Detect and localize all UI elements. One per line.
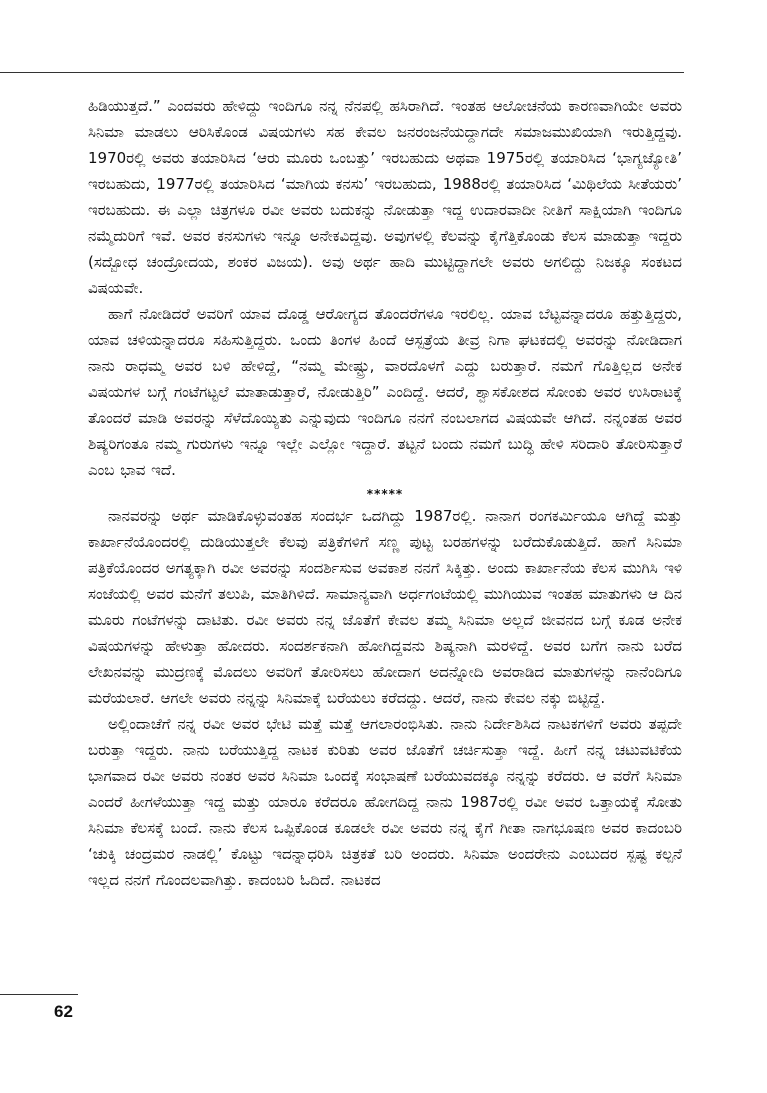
header-rule bbox=[0, 72, 684, 73]
page-body bbox=[88, 93, 682, 893]
section-separator: ***** bbox=[366, 487, 404, 501]
footer-rule bbox=[0, 994, 78, 995]
paragraph-4: ಅಲ್ಲಿಂದಾಚೆಗೆ ನನ್ನ ರವೀ ಅವರ ಭೇಟಿ ಮತ್ತೆ ಮತ್ತೆ ಆಗಲಾರಂಭಿಸಿತು. ನಾನು ನಿರ್ದೇಶಿಸಿದ ನಾಟಕಗಳಿಗೆ ಅವರು ತಪ್ಪದೇ ಬರುತ್ತಾ ಇದ್ದರು. ನಾನು ಬರೆಯುತ್ತಿದ್ದ ನಾಟಕ ಕುರಿತು ಅವರ ಜೊತೆಗೆ ಚರ್ಚಿಸುತ್ತಾ ಇದ್ದೆ. ಹೀಗೆ ನನ್ನ ಚಟುವಟಿಕೆಯ ಭಾಗವಾದ ರವೀ ಅವರು ನಂತರ ಅವರ ಸಿನಿಮಾ ಒಂದಕ್ಕೆ ಸಂಭಾಷಣೆ ಬರೆಯುವದಕ್ಕೂ ನನ್ನನ್ನು ಕರೆದರು. ಆ ವರೆಗೆ ಸಿನಿಮಾ ಎಂದರೆ ಹೀಗಳೆಯುತ್ತಾ ಇದ್ದ ಮತ್ತು ಯಾರೂ ಕರೆದರೂ ಹೋಗದಿದ್ದ ನಾನು 1987ರಲ್ಲಿ ರವೀ ಅವರ ಒತ್ತಾಯಕ್ಕೆ ಸೋತು ಸಿನಿಮಾ ಕೆಲಸಕ್ಕೆ ಬಂದೆ. ನಾನು ಕೆಲಸ ಒಪ್ಪಿಕೊಂಡ ಕೂಡಲೇ ರವೀ ಅವರು ನನ್ನ ಕೈಗೆ ಗೀತಾ ನಾಗಭೂಷಣ ಅವರ ಕಾದಂಬರಿ ‘ಚುಕ್ಕಿ ಚಂದ್ರಮರ ನಾಡಲ್ಲಿ’ ಕೊಟ್ಟು ಇದನ್ನಾಧರಿಸಿ ಚಿತ್ರಕತೆ ಬರಿ ಅಂದರು. ಸಿನಿಮಾ ಅಂದರೇನು ಎಂಬುದರ ಸ್ಪಷ್ಟ ಕಲ್ಪನೆ ಇಲ್ಲದ ನನಗೆ ಗೊಂದಲವಾಗಿತ್ತು. ಕಾದಂಬರಿ ಓದಿದೆ. ನಾಟಕದ bbox=[88, 715, 682, 889]
paragraph-3: ನಾನವರನ್ನು ಅರ್ಥ ಮಾಡಿಕೊಳ್ಳುವಂತಹ ಸಂದರ್ಭ ಒದಗಿದ್ದು 1987ರಲ್ಲಿ. ನಾನಾಗ ರಂಗಕರ್ಮಿಯೂ ಆಗಿದ್ದೆ ಮತ್ತು ಕಾರ್ಖಾನೆಯೊಂದರಲ್ಲಿ ದುಡಿಯುತ್ತಲೇ ಕೆಲವು ಪತ್ರಿಕೆಗಳಿಗೆ ಸಣ್ಣ ಪುಟ್ಟ ಬರಹಗಳನ್ನು ಬರೆದುಕೊಡುತ್ತಿದೆ. ಹಾಗೆ ಸಿನಿಮಾ ಪತ್ರಿಕೆಯೊಂದರ ಅಗತ್ಯಕ್ಕಾಗಿ ರವೀ ಅವರನ್ನು ಸಂದರ್ಶಿಸುವ ಅವಕಾಶ ನನಗೆ ಸಿಕ್ಕಿತ್ತು. ಅಂದು ಕಾರ್ಖಾನೆಯ ಕೆಲಸ ಮುಗಿಸಿ ಇಳಿ ಸಂಜೆಯಲ್ಲಿ ಅವರ ಮನೆಗೆ ತಲುಪಿ, ಮಾತಿಗಿಳಿದೆ. ಸಾಮಾನ್ಯವಾಗಿ ಅರ್ಧಗಂಟೆಯಲ್ಲಿ ಮುಗಿಯುವ ಇಂತಹ ಮಾತುಗಳು ಆ ದಿನ ಮೂರು ಗಂಟೆಗಳನ್ನು ದಾಟಿತು. ರವೀ ಅವರು ನನ್ನ ಜೊತೆಗೆ ಕೇವಲ ತಮ್ಮ ಸಿನಿಮಾ ಅಲ್ಲದೆ ಜೀವನದ ಬಗ್ಗೆ ಕೂಡ ಅನೇಕ ವಿಷಯಗಳನ್ನು ಹೇಳುತ್ತಾ ಹೋದರು. ಸಂದರ್ಶಕನಾಗಿ ಹೋಗಿದ್ದವನು ಶಿಷ್ಯನಾಗಿ ಮರಳಿದ್ದೆ. ಅವರ ಬಗೆಗ ನಾನು ಬರೆದ ಲೇಖನವನ್ನು ಮುದ್ರಣಕ್ಕೆ ಮೊದಲು ಅವರಿಗೆ ತೋರಿಸಲು ಹೋದಾಗ ಅದನ್ನೋದಿ ಅವರಾಡಿದ ಮಾತುಗಳನ್ನು ನಾನೆಂದಿಗೂ ಮರೆಯಲಾರೆ. ಆಗಲೇ ಅವರು ನನ್ನನ್ನು ಸಿನಿಮಾಕ್ಕೆ ಬರೆಯಲು ಕರೆದದ್ದು. ಆದರೆ, ನಾನು ಕೇವಲ ನಕ್ಕು ಬಿಟ್ಟಿದ್ದೆ. bbox=[88, 507, 682, 707]
paragraph-2: ಹಾಗೆ ನೋಡಿದರೆ ಅವರಿಗೆ ಯಾವ ದೊಡ್ಡ ಆರೋಗ್ಯದ ತೊಂದರೆಗಳೂ ಇರಲಿಲ್ಲ. ಯಾವ ಬೆಟ್ಟವನ್ನಾದರೂ ಹತ್ತುತ್ತಿದ್ದರು, ಯಾವ ಚಳಿಯನ್ನಾದರೂ ಸಹಿಸುತ್ತಿದ್ದರು. ಒಂದು ತಿಂಗಳ ಹಿಂದೆ ಆಸ್ಪತ್ರೆಯ ತೀವ್ರ ನಿಗಾ ಘಟಕದಲ್ಲಿ ಅವರನ್ನು ನೋಡಿದಾಗ ನಾನು ರಾಧಮ್ಮ ಅವರ ಬಳಿ ಹೇಳಿದ್ದೆ, “ನಮ್ಮ ಮೇಷ್ಟ್ರು, ವಾರದೊಳಗೆ ಎದ್ದು ಬರುತ್ತಾರೆ. ನಮಗೆ ಗೊತ್ತಿಲ್ಲದ ಅನೇಕ ವಿಷಯಗಳ ಬಗ್ಗೆ ಗಂಟೆಗಟ್ಟಲೆ ಮಾತಾಡುತ್ತಾರೆ, ನೋಡುತ್ತಿರಿ” ಎಂದಿದ್ದೆ. ಆದರೆ, ಶ್ವಾಸಕೋಶದ ಸೋಂಕು ಅವರ ಉಸಿರಾಟಕ್ಕೆ ತೊಂದರೆ ಮಾಡಿ ಅವರನ್ನು ಸೆಳೆದೊಯ್ಯಿತು ಎನ್ನುವುದು ಇಂದಿಗೂ ನನಗೆ ನಂಬಲಾಗದ ವಿಷಯವೇ ಆಗಿದೆ. ನನ್ನಂತಹ ಅವರ ಶಿಷ್ಯರಿಗಂತೂ ನಮ್ಮ ಗುರುಗಳು ಇನ್ನೂ ಇಲ್ಲೇ ಎಲ್ಲೋ ಇದ್ದಾರೆ. ತಟ್ಟನೆ ಬಂದು ನಮಗೆ ಬುದ್ಧಿ ಹೇಳಿ ಸರಿದಾರಿ ತೋರಿಸುತ್ತಾರೆ ಎಂಬ ಭಾವ ಇದೆ. bbox=[88, 305, 682, 479]
page-number: 62 bbox=[54, 1002, 73, 1021]
page-footer bbox=[0, 994, 80, 1021]
paragraph-1: ಹಿಡಿಯುತ್ತದೆ.” ಎಂದವರು ಹೇಳಿದ್ದು ಇಂದಿಗೂ ನನ್ನ ನೆನಪಲ್ಲಿ ಹಸಿರಾಗಿದೆ. ಇಂತಹ ಆಲೋಚನೆಯ ಕಾರಣವಾಗಿಯೇ ಅವರು ಸಿನಿಮಾ ಮಾಡಲು ಆರಿಸಿಕೊಂಡ ವಿಷಯಗಳು ಸಹ ಕೇವಲ ಜನರಂಜನೆಯದ್ದಾಗದೇ ಸಮಾಜಮುಖಿಯಾಗಿ ಇರುತ್ತಿದ್ದವು. 1970ರಲ್ಲಿ ಅವರು ತಯಾರಿಸಿದ ‘ಆರು ಮೂರು ಒಂಬತ್ತು’ ಇರಬಹುದು ಅಥವಾ 1975ರಲ್ಲಿ ತಯಾರಿಸಿದ ‘ಭಾಗ್ಯಜ್ಯೋತಿ’ ಇರಬಹುದು, 1977ರಲ್ಲಿ ತಯಾರಿಸಿದ ‘ಮಾಗಿಯ ಕನಸು’ ಇರಬಹುದು, 1988ರಲ್ಲಿ ತಯಾರಿಸಿದ ‘ಮಿಥಿಲೆಯ ಸೀತೆಯರು’ ಇರಬಹುದು. ಈ ಎಲ್ಲಾ ಚಿತ್ರಗಳೂ ರವೀ ಅವರು ಬದುಕನ್ನು ನೋಡುತ್ತಾ ಇದ್ದ ಉದಾರವಾದೀ ನೀತಿಗೆ ಸಾಕ್ಷಿಯಾಗಿ ಇಂದಿಗೂ ನಮ್ಮೆದುರಿಗೆ ಇವೆ. ಅವರ ಕನಸುಗಳು ಇನ್ನೂ ಅನೇಕವಿದ್ದವು. ಅವುಗಳಲ್ಲಿ ಕೆಲವನ್ನು ಕೈಗೆತ್ತಿಕೊಂಡು ಕೆಲಸ ಮಾಡುತ್ತಾ ಇದ್ದರು (ಸದ್ಬೋಧ ಚಂದ್ರೋದಯ, ಶಂಕರ ವಿಜಯ). ಅವು ಅರ್ಥ ಹಾದಿ ಮುಟ್ಟಿದ್ದಾಗಲೇ ಅವರು ಅಗಲಿದ್ದು ನಿಜಕ್ಕೂ ಸಂಕಟದ ವಿಷಯವೇ. bbox=[88, 97, 682, 297]
